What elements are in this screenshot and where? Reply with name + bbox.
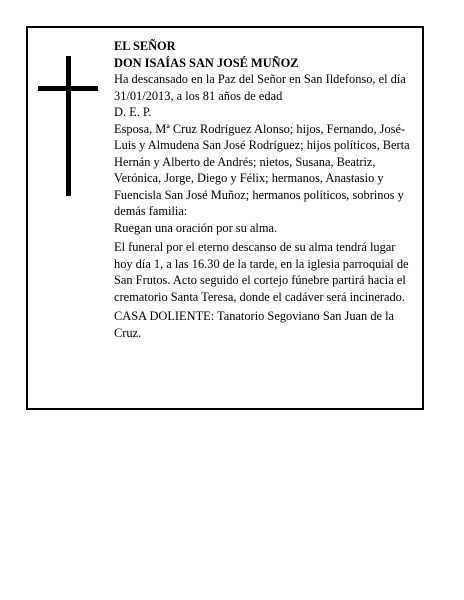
mourning-house: CASA DOLIENTE: Tanatorio Segoviano San Juan de la Cruz.: [114, 309, 395, 340]
prayer-request: Ruegan una oración por su alma.: [114, 220, 278, 235]
family-list: Esposa, Mª Cruz Rodríguez Alonso; hijos, Fernando, José-Luis y Almudena San José Rodríguez; hijos políticos, Berta Hernán y Alberto de Andrés; nietos, Susana, Beatriz, Verónica, Jorge, Diego y Félix; hermanos, Anastasio y Fuencisla San José Muñoz; hermanos políticos, sobrinos y demás familia:: [114, 121, 410, 218]
cross-vertical-bar: [66, 56, 71, 196]
cross-horizontal-bar: [38, 86, 98, 91]
title-line-1: EL SEÑOR: [114, 39, 176, 53]
death-announcement: Ha descansado en la Paz del Señor en San Ildefonso, el día 31/01/2013, a los 81 años de edad: [114, 72, 406, 103]
obituary-text: [114, 38, 416, 341]
title-line-2: DON ISAÍAS SAN JOSÉ MUÑOZ: [114, 55, 299, 70]
funeral-details: El funeral por el eterno descanso de su alma tendrá lugar hoy día 1, a las 16.30 de la tarde, en la iglesia parroquial de San Frutos. Acto seguido el cortejo fúnebre partirá hacia el crematorio Santa Teresa, donde el cadáver será incinerado.: [114, 240, 409, 304]
rip-text: D. E. P.: [114, 105, 152, 119]
